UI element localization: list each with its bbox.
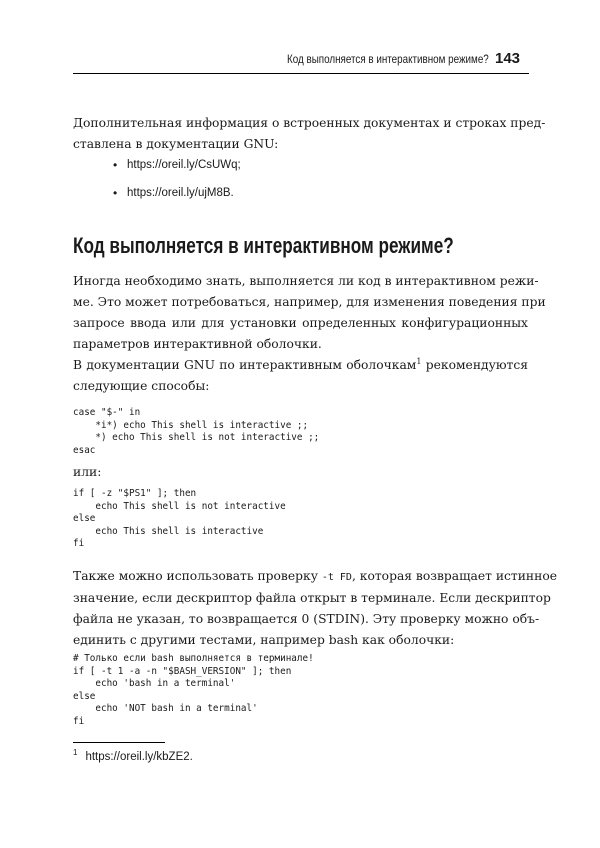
bullet-icon: • (113, 186, 118, 200)
footnote-ref[interactable]: 1 (416, 356, 422, 366)
body-paragraph (73, 271, 546, 355)
section-heading: Код выполняется в интерактивном режиме? (73, 233, 454, 258)
text-line: Дополнительная информация о встроенных документах и строках пред- (73, 116, 546, 130)
text-run: рекомендуются (421, 358, 528, 372)
list-item (113, 155, 241, 183)
footnote (73, 748, 193, 763)
page-number: 143 (495, 50, 521, 67)
text-line: запросе ввода или для установки определенных конфигурационных (73, 316, 528, 330)
code-block: case "$-" in *i*) echo This shell is interactive ;; *) echo This shell is not interactive ;; esac (73, 407, 320, 456)
footnote-mark: 1 (73, 748, 78, 757)
text-line (73, 566, 558, 588)
or-label (73, 462, 528, 483)
text-line: значение, если дескриптор файла открыт в терминале. Если дескриптор (73, 591, 551, 605)
text-line: ставлена в документации GNU: (73, 137, 279, 151)
text-line: следующие способы: (73, 379, 210, 393)
footnote-divider (73, 742, 165, 743)
link-list (113, 155, 241, 211)
text-run: Также можно использовать проверку (73, 569, 322, 583)
footnote-link[interactable]: https://oreil.ly/kbZE2. (85, 750, 193, 763)
body-paragraph (73, 355, 528, 397)
text-line: единить с другими тестами, например bash как оболочки: (73, 633, 455, 647)
link[interactable]: https://oreil.ly/CsUWq; (127, 159, 241, 171)
header-divider (73, 73, 529, 74)
list-item (113, 183, 241, 211)
inline-code: -t FD (321, 572, 352, 583)
code-block: # Только если bash выполняется в терминале! if [ -t 1 -a -n "$BASH_VERSION" ]; then echo 'bash in a terminal' else echo 'NOT bash in a terminal' fi (73, 653, 314, 727)
text-line: файла не указан, то возвращается 0 (STDIN). Эту проверку можно объ- (73, 612, 540, 626)
link[interactable]: https://oreil.ly/ujM8B. (127, 187, 234, 199)
text-line: ме. Это может потребоваться, например, для изменения поведения при (73, 295, 546, 309)
body-paragraph (73, 566, 558, 651)
text-run: , которая возвращает истинное (351, 569, 558, 583)
text-line: или: (73, 465, 102, 479)
code-block: if [ -z "$PS1" ]; then echo This shell is not interactive else echo This shell is interactive fi (73, 488, 286, 549)
bullet-icon: • (113, 158, 118, 172)
text-line (73, 355, 528, 376)
intro-paragraph (73, 113, 546, 155)
text-run: В документации GNU по интерактивным оболочкам (73, 358, 417, 372)
text-line: Иногда необходимо знать, выполняется ли код в интерактивном режи- (73, 274, 539, 288)
text-line: параметров интерактивной оболочки. (73, 337, 322, 351)
header-title: Код выполняется в интерактивном режиме? (287, 52, 489, 66)
